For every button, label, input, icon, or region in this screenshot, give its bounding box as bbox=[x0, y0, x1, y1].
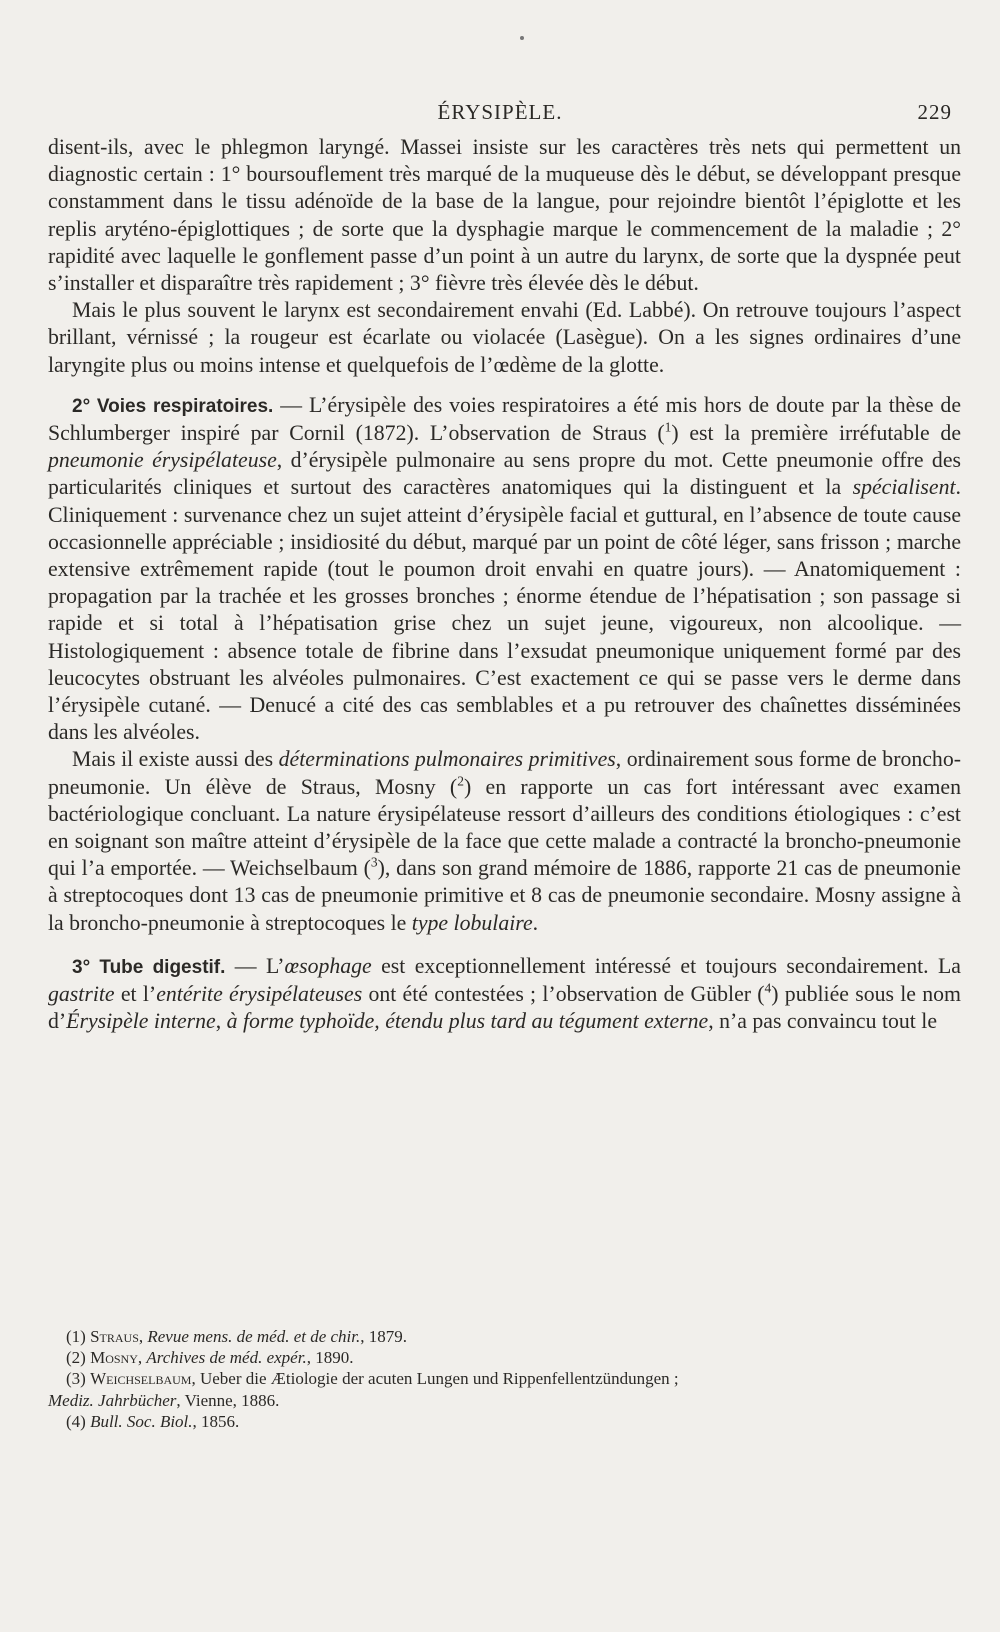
section-heading: 2° Voies respiratoires. bbox=[72, 395, 274, 417]
paragraph-2 bbox=[48, 297, 961, 379]
footnote-journal: Archives de méd. expér. bbox=[146, 1348, 307, 1368]
text-run: ont été contestées ; l’observation de Gübler ( bbox=[362, 982, 765, 1007]
section-tube-digestif bbox=[48, 953, 961, 1036]
text-run: , bbox=[215, 1009, 227, 1034]
footnote-ref: 2 bbox=[457, 773, 464, 789]
text-run: , n’a pas convaincu tout le bbox=[708, 1009, 938, 1034]
footnote-mark: (1) bbox=[66, 1327, 86, 1346]
section-voies-respiratoires bbox=[48, 392, 961, 747]
text-run: ) publiée sous le nom d’ bbox=[48, 982, 961, 1034]
print-speck bbox=[520, 36, 524, 40]
footnote-ref: 1 bbox=[664, 419, 672, 435]
footnote-details: , 1879. bbox=[360, 1327, 408, 1346]
running-title: ÉRYSIPÈLE. bbox=[437, 100, 563, 124]
footnote-ref: 4 bbox=[764, 980, 772, 996]
italic-term: spécialisent bbox=[852, 475, 956, 500]
text-run: . bbox=[532, 910, 539, 935]
paragraph-text: Mais le plus souvent le larynx est secondairement envahi (Ed. Labbé). On retrouve toujours l’aspect brillant, vérnissé ; la rougeur est écarlate ou violacée (Lasègue). On a les signes ordinaires d’une laryngite plus ou moins intense et quelquefois de l’œdème de la glotte. bbox=[48, 298, 961, 377]
text-run: est exceptionnellement intéressé et toujours secondairement. La bbox=[371, 953, 961, 978]
text-run: Mais il existe aussi des bbox=[72, 747, 279, 772]
text-run: — L’érysipèle des voies respiratoires a été mis hors de doute par la thèse de Schlumberger inspiré par Cornil (1872). L’observation de Straus ( bbox=[48, 392, 961, 446]
italic-term: à forme typhoïde, étendu plus tard au tégument externe bbox=[226, 1009, 709, 1034]
footnote-details: , 1890. bbox=[306, 1348, 354, 1368]
italic-term: gastrite bbox=[48, 982, 115, 1007]
footnote-separator: , bbox=[191, 1369, 200, 1389]
footnote-author: Weichselbaum bbox=[90, 1369, 192, 1389]
footnote-2 bbox=[48, 1347, 961, 1368]
footnote-ref: 3 bbox=[370, 855, 378, 871]
footnote-journal: Revue mens. de méd. et de chir. bbox=[147, 1327, 361, 1346]
footnote-mark: (2) bbox=[66, 1348, 86, 1368]
paragraph-1 bbox=[48, 134, 961, 297]
footnote-details: , Vienne, 1886. bbox=[176, 1390, 280, 1410]
footnote-separator: , bbox=[138, 1327, 148, 1346]
text-run: et l’ bbox=[114, 982, 157, 1007]
footnote-3-continued bbox=[48, 1390, 961, 1411]
footnote-title: Ueber die Ætiologie der acuten Lungen und Rippenfellentzündungen ; bbox=[199, 1369, 679, 1389]
footnote-3 bbox=[48, 1368, 961, 1389]
footnote-journal: Mediz. Jahrbücher bbox=[48, 1390, 177, 1410]
footnotes bbox=[48, 1326, 961, 1432]
running-header bbox=[48, 100, 952, 136]
text-run: ), dans son grand mémoire de 1886, rapporte 21 cas de pneumonie à streptocoques dont 13 cas de pneumonie primitive et 8 cas de pneumonie secondaire. Mosny assigne à la broncho-pneumonie à streptocoques le bbox=[48, 856, 961, 935]
text-run: — L’ bbox=[225, 953, 285, 978]
text-run: , d’érysipèle pulmonaire au sens propre du mot. Cette pneumonie offre des particularités cliniques et surtout des caractères anatomiques qui la distinguent et la bbox=[48, 448, 961, 500]
text-run: , ordinairement sous forme de broncho-pneumonie. Un élève de Straus, Mosny ( bbox=[48, 747, 961, 799]
section-heading: 3° Tube digestif. bbox=[72, 956, 226, 978]
footnote-details: , 1856. bbox=[192, 1411, 240, 1431]
italic-term: entérite érysipélateuses bbox=[156, 982, 363, 1007]
italic-term: type lobulaire bbox=[411, 910, 533, 935]
italic-term: Érysipèle interne bbox=[66, 1009, 216, 1034]
footnote-author: Mosny bbox=[90, 1348, 138, 1368]
paragraph-4 bbox=[48, 746, 961, 936]
italic-term: pneumonie érysipélateuse bbox=[48, 448, 277, 473]
page-number: 229 bbox=[917, 100, 952, 124]
footnote-author: Straus bbox=[90, 1327, 139, 1346]
text-run: . Cliniquement : survenance chez un sujet atteint d’érysipèle facial et guttural, en l’absence de toute cause occasionnelle appréciable ; insidiosité du début, marqué par un point de côté léger, sans frisson ; marche extensive extrêmement rapide (tout le poumon droit envahi en quatre jours). — Anatomiquement : propagation par la trachée et les grosses bronches ; énorme étendue de l’hépatisation ; son passage si rapide et si total à l’hépatisation grise chez un sujet jeune, vigoureux, non alcoolique. — Histologiquement : absence totale de fibrine dans l’exsudat pneumonique uniquement formé par des leucocytes obstruant les alvéoles pulmonaires. C’est exactement ce qui se passe vers le derme dans l’érysipèle cutané. — Denucé a cité des cas semblables et a pu retrouver des chaînettes disséminées dans les alvéoles. bbox=[48, 475, 961, 745]
text-run: ) en rapporte un cas fort intéressant avec examen bactériologique concluant. La nature érysipélateuse ressort d’ailleurs des conditions étiologiques : c’est en soignant son maître atteint d’érysipèle de la face que cette malade a contracté la broncho-pneumonie qui l’a emportée. — Weichselbaum ( bbox=[48, 774, 961, 881]
footnote-mark: (3) bbox=[66, 1369, 86, 1389]
italic-term: déterminations pulmonaires primitives bbox=[278, 747, 616, 772]
footnote-journal: Bull. Soc. Biol. bbox=[90, 1411, 193, 1431]
main-text bbox=[48, 134, 961, 1036]
paragraph-gap bbox=[48, 379, 961, 392]
footnote-separator: , bbox=[137, 1348, 147, 1368]
footnote-mark: (4) bbox=[66, 1411, 86, 1431]
footnote-1 bbox=[48, 1326, 961, 1347]
paragraph-gap bbox=[48, 937, 961, 953]
paragraph-text: disent-ils, avec le phlegmon laryngé. Massei insiste sur les caractères très nets qui permettent un diagnostic certain : 1° boursouflement très marqué de la muqueuse dès le début, se développant presque constamment dans le tissu adénoïde de la base de la langue, pour rejoindre bientôt l’épiglotte et les replis aryténo-épiglottiques ; de sorte que la dysphagie marque le commencement de la maladie ; 2° rapidité avec laquelle le gonflement passe d’un point à un autre du larynx, de sorte que la dyspnée peut s’installer et disparaître très rapidement ; 3° fièvre très élevée dès le début. bbox=[48, 135, 961, 296]
text-run: ) est la première irréfutable de bbox=[671, 421, 961, 446]
footnote-4 bbox=[48, 1411, 961, 1432]
italic-term: œsophage bbox=[284, 953, 372, 978]
